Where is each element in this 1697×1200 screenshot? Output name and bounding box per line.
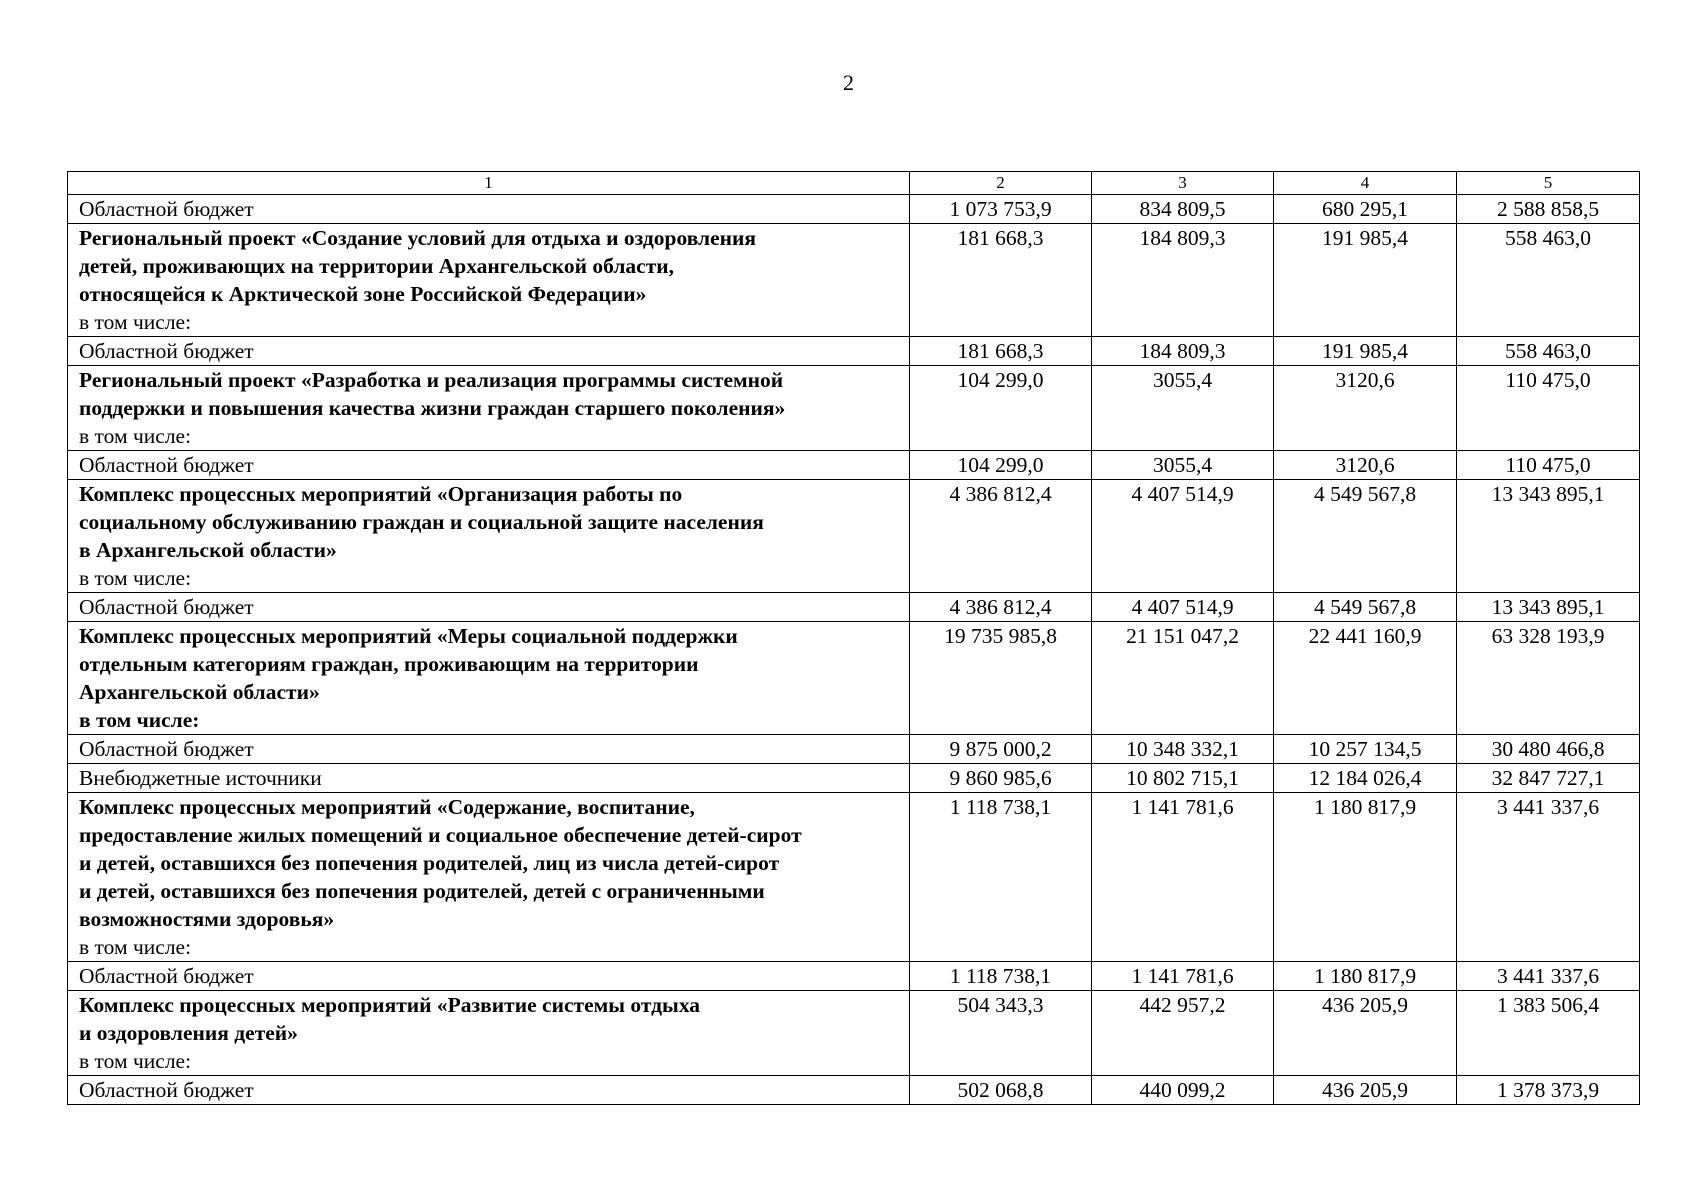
value-cell-col4: 436 205,9 [1274, 991, 1457, 1076]
value-cell-col2: 104 299,0 [910, 451, 1092, 480]
value-cell-col5: 558 463,0 [1457, 337, 1640, 366]
source-row [68, 593, 1640, 622]
value-cell-col2: 9 875 000,2 [910, 735, 1092, 764]
value-cell-col4: 4 549 567,8 [1274, 480, 1457, 593]
value-cell-col5: 13 343 895,1 [1457, 480, 1640, 593]
source-row [68, 1076, 1640, 1105]
source-label: Областной бюджет [79, 737, 254, 761]
source-label-cell [68, 1076, 910, 1105]
source-label-cell [68, 735, 910, 764]
value-cell-col4: 4 549 567,8 [1274, 593, 1457, 622]
source-label-cell [68, 593, 910, 622]
section-row [68, 991, 1640, 1076]
section-title-line: и детей, оставшихся без попечения родителей, лиц из числа детей-сирот [79, 851, 780, 875]
including-label: в том числе: [79, 935, 192, 959]
section-title-line: отдельным категориям граждан, проживающим на территории [79, 652, 699, 676]
value-cell-col4: 1 180 817,9 [1274, 793, 1457, 962]
value-cell-col5: 3 441 337,6 [1457, 962, 1640, 991]
section-row [68, 622, 1640, 735]
value-cell-col3: 10 348 332,1 [1092, 735, 1274, 764]
section-row [68, 224, 1640, 337]
value-cell-col2: 504 343,3 [910, 991, 1092, 1076]
source-label-cell [68, 451, 910, 480]
section-title-line: поддержки и повышения качества жизни граждан старшего поколения» [79, 396, 786, 420]
value-cell-col3: 440 099,2 [1092, 1076, 1274, 1105]
value-cell-col3: 3055,4 [1092, 451, 1274, 480]
column-header: 1 [68, 172, 910, 195]
value-cell-col4: 191 985,4 [1274, 224, 1457, 337]
source-row [68, 962, 1640, 991]
value-cell-col5: 110 475,0 [1457, 366, 1640, 451]
section-title-cell [68, 366, 910, 451]
value-cell-col2: 4 386 812,4 [910, 593, 1092, 622]
value-cell-col5: 558 463,0 [1457, 224, 1640, 337]
value-cell-col5: 1 383 506,4 [1457, 991, 1640, 1076]
value-cell-col2: 502 068,8 [910, 1076, 1092, 1105]
value-cell-col4: 436 205,9 [1274, 1076, 1457, 1105]
section-title-cell [68, 991, 910, 1076]
value-cell-col3: 4 407 514,9 [1092, 480, 1274, 593]
source-label-cell [68, 764, 910, 793]
page-number: 2 [843, 70, 854, 95]
section-title-line: и оздоровления детей» [79, 1021, 298, 1045]
section-title-cell [68, 480, 910, 593]
value-cell-col3: 184 809,3 [1092, 337, 1274, 366]
value-cell-col2: 1 118 738,1 [910, 793, 1092, 962]
value-cell-col5: 13 343 895,1 [1457, 593, 1640, 622]
including-label: в том числе: [79, 1049, 192, 1073]
source-label: Областной бюджет [79, 453, 254, 477]
value-cell-col2: 4 386 812,4 [910, 480, 1092, 593]
value-cell-col4: 191 985,4 [1274, 337, 1457, 366]
section-title-line: Архангельской области» [79, 680, 320, 704]
section-title-line: Региональный проект «Разработка и реализация программы системной [79, 368, 784, 392]
section-row [68, 793, 1640, 962]
section-title-cell [68, 224, 910, 337]
value-cell-col3: 21 151 047,2 [1092, 622, 1274, 735]
column-header: 4 [1274, 172, 1457, 195]
table-body [68, 195, 1640, 1105]
value-cell-col3: 4 407 514,9 [1092, 593, 1274, 622]
value-cell-col4: 680 295,1 [1274, 195, 1457, 224]
section-title-cell [68, 793, 910, 962]
column-header: 2 [910, 172, 1092, 195]
including-label: в том числе: [79, 708, 200, 732]
source-label: Областной бюджет [79, 1078, 254, 1102]
source-row [68, 451, 1640, 480]
value-cell-col3: 1 141 781,6 [1092, 793, 1274, 962]
value-cell-col4: 10 257 134,5 [1274, 735, 1457, 764]
value-cell-col5: 1 378 373,9 [1457, 1076, 1640, 1105]
value-cell-col5: 30 480 466,8 [1457, 735, 1640, 764]
source-row [68, 735, 1640, 764]
value-cell-col3: 442 957,2 [1092, 991, 1274, 1076]
section-title-line: социальному обслуживанию граждан и социальной защите населения [79, 510, 764, 534]
value-cell-col3: 1 141 781,6 [1092, 962, 1274, 991]
section-title-line: Комплекс процессных мероприятий «Содержание, воспитание, [79, 795, 695, 819]
value-cell-col4: 1 180 817,9 [1274, 962, 1457, 991]
value-cell-col2: 19 735 985,8 [910, 622, 1092, 735]
section-title-line: Комплекс процессных мероприятий «Меры социальной поддержки [79, 624, 738, 648]
section-title-line: Комплекс процессных мероприятий «Развитие системы отдыха [79, 993, 701, 1017]
source-row [68, 764, 1640, 793]
value-cell-col4: 22 441 160,9 [1274, 622, 1457, 735]
value-cell-col5: 110 475,0 [1457, 451, 1640, 480]
value-cell-col5: 63 328 193,9 [1457, 622, 1640, 735]
including-label: в том числе: [79, 424, 192, 448]
value-cell-col3: 834 809,5 [1092, 195, 1274, 224]
section-row [68, 366, 1640, 451]
value-cell-col3: 3055,4 [1092, 366, 1274, 451]
section-title-line: детей, проживающих на территории Архангельской области, [79, 254, 675, 278]
source-label: Областной бюджет [79, 595, 254, 619]
section-row [68, 480, 1640, 593]
value-cell-col2: 9 860 985,6 [910, 764, 1092, 793]
value-cell-col5: 32 847 727,1 [1457, 764, 1640, 793]
source-label: Областной бюджет [79, 197, 254, 221]
value-cell-col2: 181 668,3 [910, 337, 1092, 366]
value-cell-col2: 1 073 753,9 [910, 195, 1092, 224]
section-title-line: в Архангельской области» [79, 538, 337, 562]
section-title-line: относящейся к Арктической зоне Российской Федерации» [79, 282, 647, 306]
source-label-cell [68, 195, 910, 224]
budget-table [67, 171, 1640, 1105]
source-label-cell [68, 962, 910, 991]
section-title-line: и детей, оставшихся без попечения родителей, детей с ограниченными [79, 879, 765, 903]
source-label: Областной бюджет [79, 964, 254, 988]
source-label: Внебюджетные источники [79, 766, 322, 790]
value-cell-col4: 12 184 026,4 [1274, 764, 1457, 793]
section-title-line: Региональный проект «Создание условий для отдыха и оздоровления [79, 226, 757, 250]
value-cell-col5: 3 441 337,6 [1457, 793, 1640, 962]
section-title-line: возможностями здоровья» [79, 907, 335, 931]
value-cell-col3: 10 802 715,1 [1092, 764, 1274, 793]
value-cell-col3: 184 809,3 [1092, 224, 1274, 337]
source-label: Областной бюджет [79, 339, 254, 363]
section-title-line: Комплекс процессных мероприятий «Организация работы по [79, 482, 683, 506]
header-row [68, 172, 1640, 195]
value-cell-col2: 181 668,3 [910, 224, 1092, 337]
section-title-line: предоставление жилых помещений и социальное обеспечение детей-сирот [79, 823, 802, 847]
value-cell-col2: 1 118 738,1 [910, 962, 1092, 991]
source-row [68, 195, 1640, 224]
source-label-cell [68, 337, 910, 366]
value-cell-col4: 3120,6 [1274, 451, 1457, 480]
value-cell-col4: 3120,6 [1274, 366, 1457, 451]
including-label: в том числе: [79, 310, 192, 334]
value-cell-col5: 2 588 858,5 [1457, 195, 1640, 224]
column-header: 5 [1457, 172, 1640, 195]
value-cell-col2: 104 299,0 [910, 366, 1092, 451]
including-label: в том числе: [79, 566, 192, 590]
source-row [68, 337, 1640, 366]
column-header: 3 [1092, 172, 1274, 195]
section-title-cell [68, 622, 910, 735]
